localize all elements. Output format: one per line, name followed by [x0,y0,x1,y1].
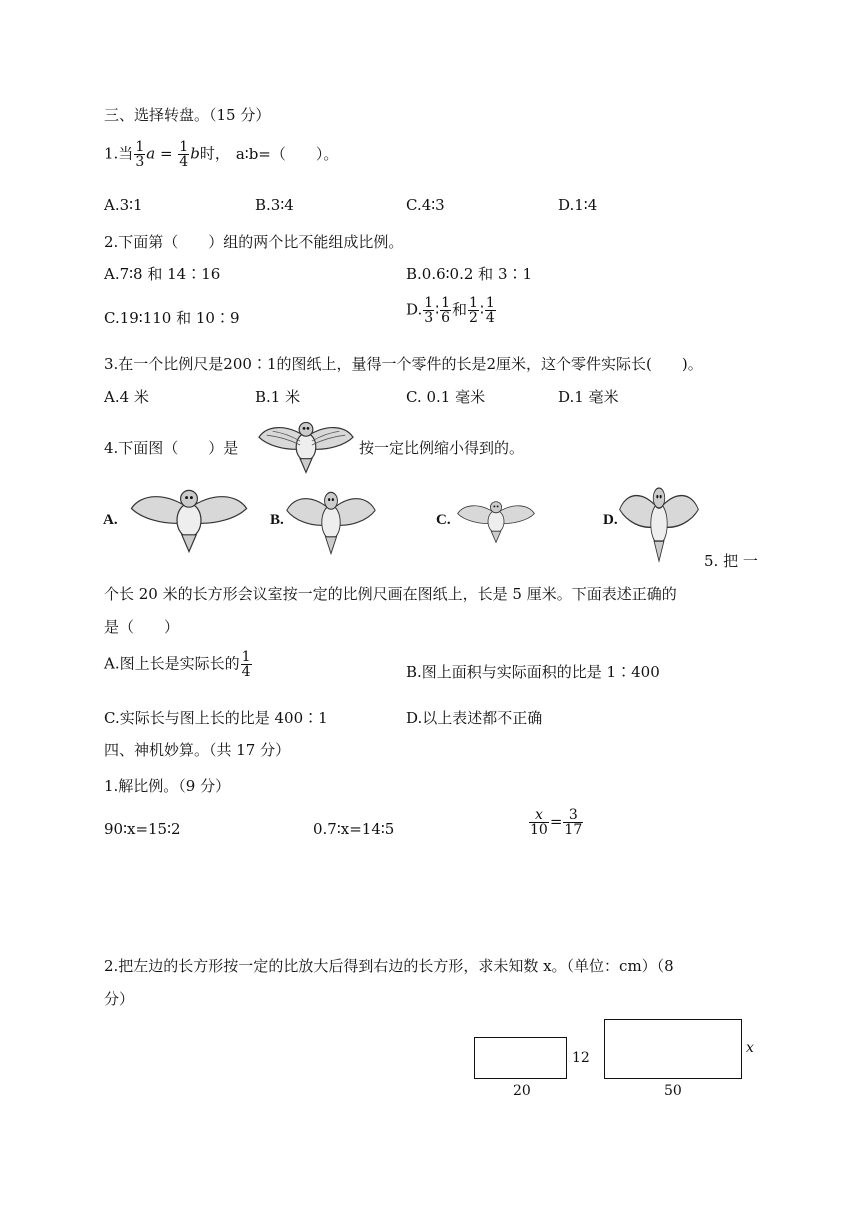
colon: ∶ [479,300,484,319]
kite-option-d-image [618,478,700,564]
large-rect-width-label: 50 [664,1083,682,1099]
question-4-stem-a: 4.下面图（ ）是 [104,439,239,457]
equals-sign: = [549,812,563,831]
question-5-line2: 个长 20 米的长方形会议室按一定的比例尺画在图纸上，长是 5 厘米。下面表述正确的 [104,585,677,603]
fraction-one-fourth: $\frac{1}{4}$ [179,139,189,170]
colon: ∶ [435,300,440,319]
fraction-1-4: $\frac{1}{4}$ [241,649,251,680]
section-4-heading: 四、神机妙算。（共 17 分） [104,741,291,759]
small-rect-height-label: 12 [572,1050,590,1066]
question-4-stem-b: 按一定比例缩小得到的。 [359,439,525,457]
question-5-line3: 是（ ） [104,618,180,636]
q2-option-c: C.19∶110 和 10∶9 [104,309,240,327]
q1-prefix: 1.当 [104,144,134,163]
q2-d-prefix: D. [406,300,423,319]
small-rect-width-label: 20 [513,1083,531,1099]
q1-ratio-blank: a∶b=（ ）。 [235,144,339,163]
section-3-heading: 三、选择转盘。（15 分） [104,106,271,124]
kite-option-c-image [452,496,540,544]
q3-option-c: C. 0.1 毫米 [406,388,486,406]
small-rectangle [474,1037,567,1079]
q2-option-b: B.0.6∶0.2 和 3∶1 [406,265,533,283]
q1-option-a: A.3∶1 [104,196,143,214]
fraction-1-2: $\frac{1}{2}$ [469,295,478,326]
problem-1-title: 1.解比例。（9 分） [104,777,231,795]
equation-2: 0.7∶x=14∶5 [313,820,395,838]
kite-option-a-image [120,482,258,554]
equation-3 [528,808,584,837]
q4-option-b-label: B. [270,512,284,528]
reference-kite-image [257,415,355,475]
q1-suffix: 时， [199,144,230,163]
large-rectangle [604,1019,742,1079]
q3-option-b: B.1 米 [255,388,301,406]
fraction-one-third: $\frac{1}{3}$ [135,139,145,170]
q3-option-a: A.4 米 [104,388,149,406]
q3-option-d: D.1 毫米 [558,388,619,406]
q5-a-prefix: A.图上长是实际长的 [104,654,240,673]
fraction-x-10: $\frac{x}{10}$ [530,807,548,838]
q4-option-d-label: D. [603,512,618,528]
q5-option-d: D.以上表述都不正确 [406,709,543,727]
q2-option-d [406,296,497,325]
q5-option-a [104,650,253,679]
q1-option-b: B.3∶4 [255,196,294,214]
fraction-1-6: $\frac{1}{6}$ [441,295,451,326]
equals-sign: = [155,144,178,163]
kite-option-b-image [285,484,377,556]
question-1-stem [104,140,338,169]
var-b: b [190,144,200,163]
and-word: 和 [452,300,468,319]
fraction-1-4: $\frac{1}{4}$ [485,295,495,326]
q4-option-c-label: C. [436,512,451,528]
q5-option-b: B.图上面积与实际面积的比是 1∶400 [406,663,660,681]
question-2-stem: 2.下面第（ ）组的两个比不能组成比例。 [104,233,404,251]
q2-option-a: A.7∶8 和 14∶16 [104,265,221,283]
var-a: a [146,144,156,163]
question-5-line1-tail: 5. 把 一 [704,552,758,570]
q1-option-d: D.1∶4 [558,196,598,214]
large-rect-height-label: x [746,1040,754,1056]
q5-option-c: C.实际长与图上长的比是 400∶1 [104,709,328,727]
fraction-3-17: $\frac{3}{17}$ [564,807,583,838]
q1-option-c: C.4∶3 [406,196,445,214]
equation-1: 90∶x=15∶2 [104,820,181,838]
fraction-1-3: $\frac{1}{3}$ [424,295,434,326]
q4-option-a-label: A. [103,512,118,528]
problem-2-line1: 2.把左边的长方形按一定的比放大后得到右边的长方形，求未知数 x。（单位：cm）（8 [104,957,674,975]
problem-2-line2: 分） [104,990,135,1008]
question-3-stem: 3.在一个比例尺是200∶1的图纸上，量得一个零件的长是2厘米，这个零件实际长( )。 [104,355,703,373]
